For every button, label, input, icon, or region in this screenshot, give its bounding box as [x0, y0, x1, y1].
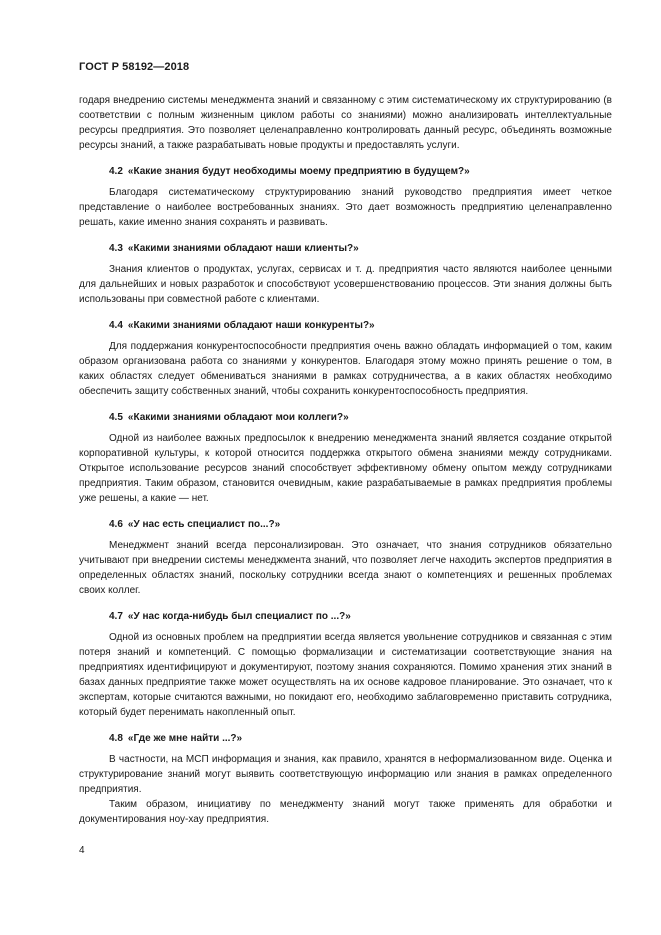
section-number: 4.5: [109, 412, 123, 423]
section-paragraph: Для поддержания конкурентоспособности предприятия очень важно обладать информацией о том, каким образом организована работа со знаниями у конкурентов. Благодаря этому можно принять решение о том, в каких областях следует обмениваться знаниями в рамках сотрудничества, а в каких областях необходимо обеспечить защиту собственных знаний, чтобы сохранить конкурентоспособность предприятия.: [79, 341, 612, 397]
section-title: «Какими знаниями обладают наши клиенты?»: [127, 243, 359, 254]
section-title: «Где же мне найти ...?»: [127, 733, 243, 744]
section-number: 4.8: [109, 733, 123, 744]
section-paragraph: Менеджмент знаний всегда персонализирован. Это означает, что знания сотрудников обязательно учитывают при внедрении системы менеджмента знаний, что позволяет легче находить экспертов предприятия в определенных областях знаний, поскольку сотрудники всегда знают о компетенциях и решенных проблемах своих коллег.: [79, 540, 612, 596]
section-title: «У нас когда-нибудь был специалист по ...?»: [127, 611, 351, 622]
section-number: 4.2: [109, 166, 123, 177]
document-body: [79, 93, 612, 827]
section-heading-4-7: [79, 609, 612, 624]
section-paragraph: Таким образом, инициативу по менеджменту знаний могут также применять для обработки и документирования ноу-хау предприятия.: [79, 799, 612, 825]
section-title: «Какими знаниями обладают наши конкуренты?»: [127, 320, 375, 331]
section-heading-4-4: [79, 318, 612, 333]
section-title: «Какие знания будут необходимы моему предприятию в будущем?»: [127, 166, 470, 177]
section-number: 4.6: [109, 519, 123, 530]
page-number: 4: [79, 845, 85, 856]
section-paragraph: Одной из наиболее важных предпосылок к внедрению менеджмента знаний является создание открытой корпоративной культуры, к которой относится поддержка открытого обмена знаниями между сотрудниками. Открытое использование ресурсов знаний способствует эффективному обмену опытом между сотрудниками предприятия. Таким образом, становится очевидным, какие разрабатываемые в рамках предприятия проблемы уже решены, а какие — нет.: [79, 433, 612, 504]
section-heading-4-6: [79, 517, 612, 532]
section-number: 4.3: [109, 243, 123, 254]
section-title: «Какими знаниями обладают мои коллеги?»: [127, 412, 349, 423]
section-heading-4-2: [79, 164, 612, 179]
section-number: 4.4: [109, 320, 123, 331]
section-heading-4-8: [79, 731, 612, 746]
section-heading-4-3: [79, 241, 612, 256]
section-paragraph: Знания клиентов о продуктах, услугах, сервисах и т. д. предприятия часто являются наиболее ценными для дальнейших и новых разработок и способствуют усовершенствованию процессов. Эти знания должны быть использованы при совместной работе с клиентами.: [79, 264, 612, 305]
section-paragraph: Одной из основных проблем на предприятии всегда является увольнение сотрудников и связанная с этим потеря знаний и компетенций. С помощью формализации и систематизации соответствующие знания на предприятиях идентифицируют и документируют, поэтому знания сохраняются. Помимо хранения этих знаний в базах данных предприятие также может осуществлять на их основе кадровое планирование. Это означает, что к экспертам, которые считаются важными, но покидают его, необходимо заблаговременно приставить сотрудника, который будет перенимать накопленный опыт.: [79, 632, 612, 718]
document-standard-header: ГОСТ Р 58192—2018: [79, 61, 190, 73]
section-title: «У нас есть специалист по...?»: [127, 519, 281, 530]
section-paragraph: Благодаря систематическому структурированию знаний руководство предприятия имеет четкое представление о наиболее востребованных знаниях. Это дает возможность предприятию целенаправленно решать, какие именно знания сохранять и развивать.: [79, 187, 612, 228]
section-paragraph: В частности, на МСП информация и знания, как правило, хранятся в неформализованном виде. Оценка и структурирование знаний могут выявить соответствующую информацию или знания в рамках определенного предприятия.: [79, 754, 612, 795]
section-heading-4-5: [79, 410, 612, 425]
section-number: 4.7: [109, 611, 123, 622]
intro-paragraph: годаря внедрению системы менеджмента знаний и связанному с этим систематическому их структурированию (в соответствии с полным жизненным циклом работы со знаниями) можно анализировать интеллектуальные ресурсы предприятия. Это позволяет целенаправленно контролировать данный ресурс, объединять возможные ресурсы знаний, а также разрабатывать новые продукты и предоставлять услуги.: [79, 95, 612, 151]
